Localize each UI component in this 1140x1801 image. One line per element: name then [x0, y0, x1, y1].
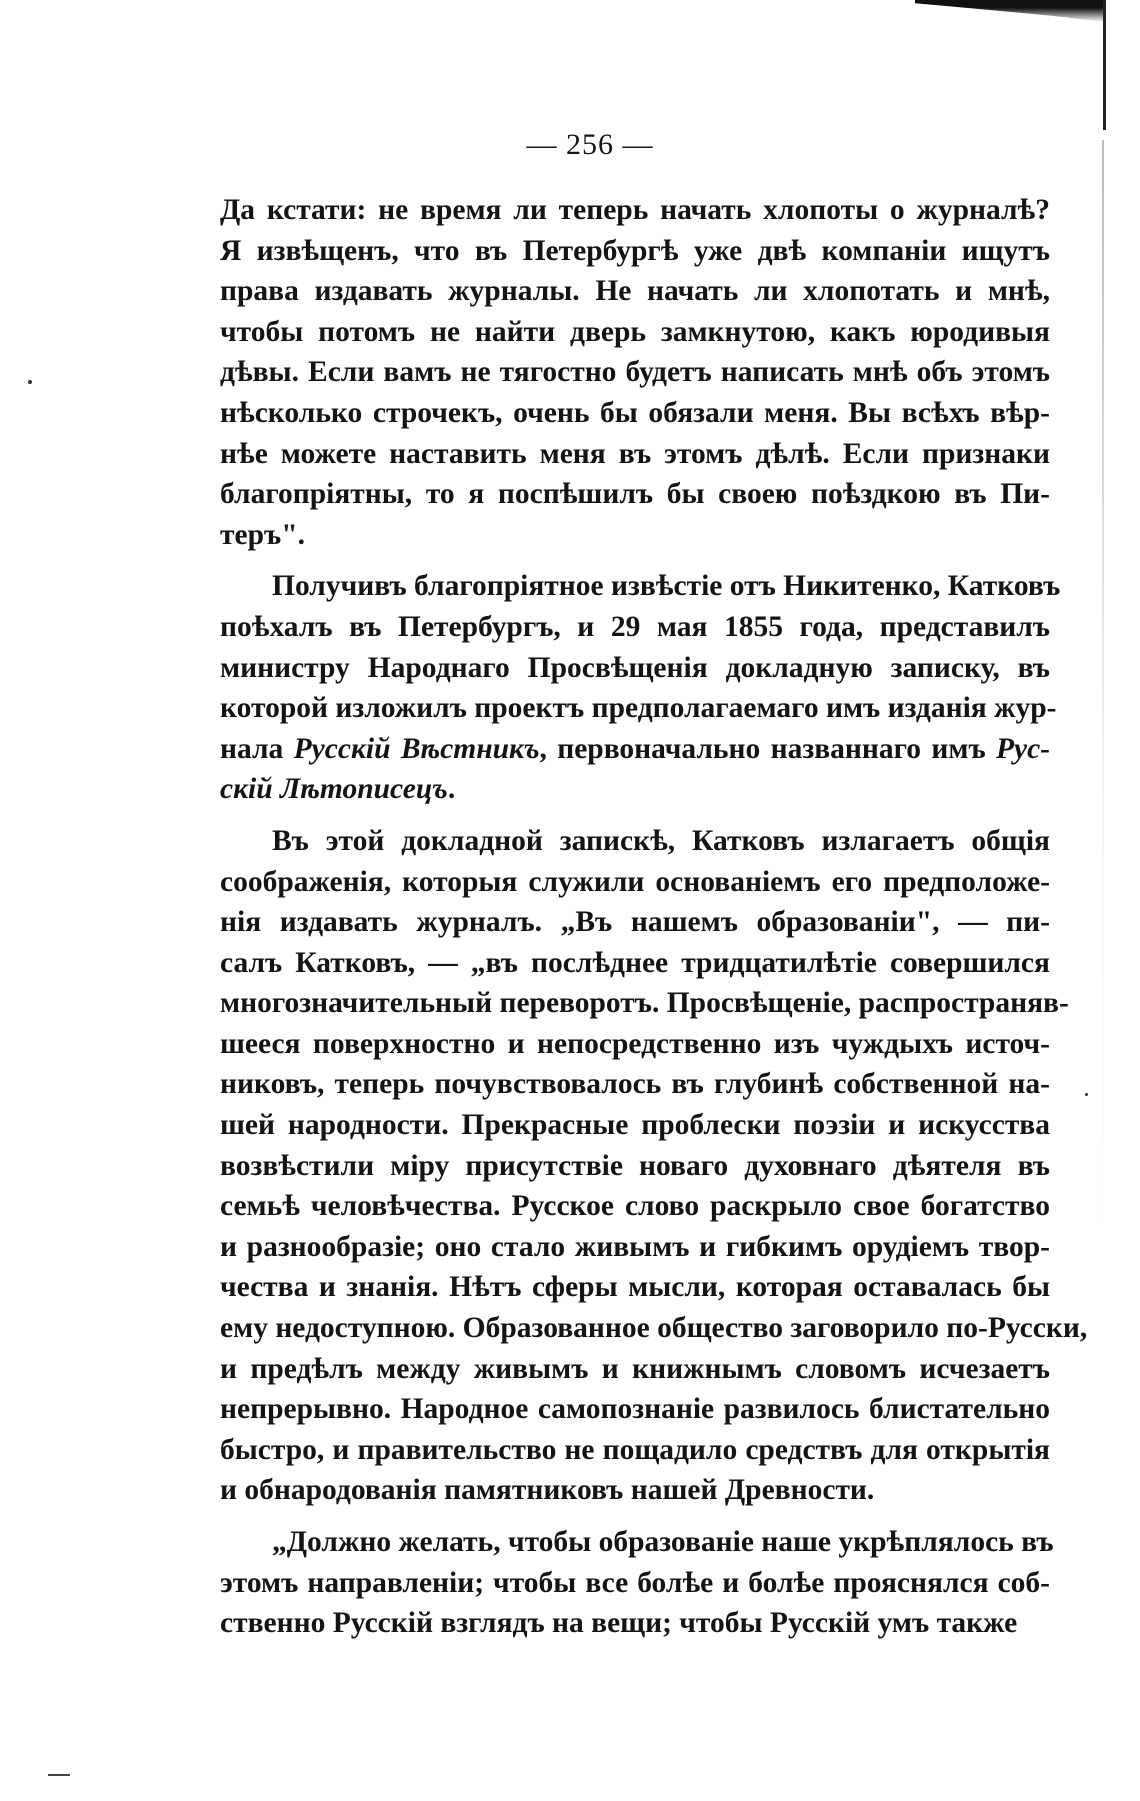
text-line: нала Русскій Вѣстникъ, первоначально названнаго имъ Рус- [220, 732, 1051, 765]
text-line: семьѣ человѣчества. Русское слово раскрыло свое богатство [220, 1190, 1050, 1223]
paragraph [220, 566, 1061, 810]
text-line: ему недоступною. Образованное общество заговорило по-Русски, [220, 1312, 1088, 1345]
text-line: Получивъ благопріятное извѣстіе отъ Никитенко, Катковъ [272, 570, 1061, 603]
scan-mark [48, 1774, 70, 1776]
text-line: скій Лѣтописецъ. [220, 773, 456, 806]
text-line: никовъ, теперь почувствовалось въ глубинѣ собственной на- [220, 1068, 1050, 1101]
text-line: Я извѣщенъ, что въ Петербургѣ уже двѣ компаніи ищутъ [220, 234, 1050, 267]
scan-speck [1085, 1093, 1088, 1096]
text-line: непрерывно. Народное самопознаніе развилось блистательно [220, 1393, 1050, 1426]
text-line: возвѣстили міру присутствіе новаго духовнаго дѣятеля въ [220, 1149, 1050, 1182]
paragraph-gap [220, 555, 1050, 566]
text-line: которой изложилъ проектъ предполагаемаго имъ изданія жур- [220, 692, 1057, 725]
text-line: права издавать журналы. Не начать ли хлопотать и мнѣ, [220, 275, 1050, 308]
text-line: многозначительный переворотъ. Просвѣщеніе, распространяв- [220, 987, 1069, 1020]
text-line: быстро, и правительство не пощадило средствъ для открытія [220, 1433, 1050, 1466]
text-line: ственно Русскій взглядъ на вещи; чтобы Русскій умъ также [220, 1607, 1018, 1640]
text-line: этомъ направленіи; чтобы все болѣе и болѣе прояснялся соб- [220, 1566, 1050, 1599]
text-line: и предѣлъ между живымъ и книжнымъ словомъ исчезаетъ [220, 1352, 1050, 1385]
text-line: шееся поверхностно и непосредственно изъ чуждыхъ источ- [220, 1027, 1050, 1060]
text-line: Да кстати: не время ли теперь начать хлопоты о журналѣ? [220, 194, 1050, 226]
paragraph-gap [220, 810, 1050, 821]
scan-edge-fade [1102, 140, 1104, 1240]
scan-speck [28, 380, 32, 384]
text-line: чества и знанія. Нѣтъ сферы мысли, которая оставалась бы [220, 1271, 1050, 1304]
text-line: нія издавать журналъ. „Въ нашемъ образованіи", — пи- [220, 906, 1050, 939]
text-line: чтобы потомъ не найти дверь замкнутою, какъ юродивыя [220, 315, 1050, 348]
text-line: теръ". [220, 518, 305, 551]
text-line: министру Народнаго Просвѣщенія докладную записку, въ [220, 651, 1050, 684]
paragraph-gap [220, 1511, 1050, 1522]
text-line: нѣсколько строчекъ, очень бы обязали меня. Вы всѣхъ вѣр- [220, 396, 1050, 429]
scan-edge-shadow [915, 0, 1105, 22]
page-number: — 256 — [526, 128, 654, 161]
text-line: дѣвы. Если вамъ не тягостно будетъ написать мнѣ объ этомъ [220, 356, 1050, 389]
text-line: нѣе можете наставить меня въ этомъ дѣлѣ. Если признаки [220, 437, 1050, 470]
text-line: шей народности. Прекрасные проблески поэзіи и искусства [220, 1109, 1050, 1142]
text-line: поѣхалъ въ Петербургъ, и 29 мая 1855 года, представилъ [220, 610, 1050, 643]
text-line: „Должно желать, чтобы образованіе наше укрѣплялось въ [272, 1526, 1054, 1558]
text-line: благопріятны, то я поспѣшилъ бы своею поѣздкою въ Пи- [220, 478, 1050, 511]
text-line: и разнообразіе; оно стало живымъ и гибкимъ орудіемъ твор- [220, 1230, 1050, 1263]
text-line: соображенія, которыя служили основаніемъ его предположе- [220, 865, 1050, 898]
paragraph [220, 190, 1050, 555]
paragraph [220, 1522, 1054, 1644]
paragraph [220, 821, 1088, 1511]
text-line: Въ этой докладной запискѣ, Катковъ излагаетъ общія [272, 824, 1050, 857]
body-text [220, 190, 1088, 1644]
text-line: салъ Катковъ, — „въ послѣднее тридцатилѣтіе совершился [220, 946, 1050, 979]
text-line: и обнародованія памятниковъ нашей Древности. [220, 1474, 875, 1507]
scan-edge-line [1103, 0, 1106, 130]
